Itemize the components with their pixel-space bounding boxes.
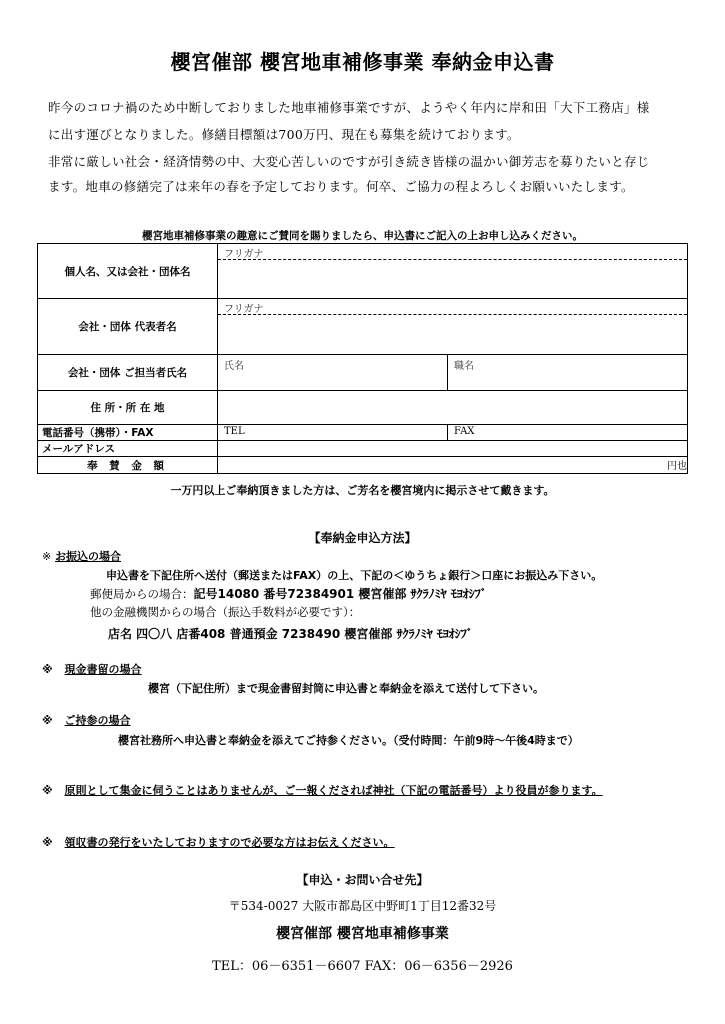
intro-line-4: ます。地車の修繕完了は来年の春を予定しております。何卒、ご協力の程よろしくお願いいたします。 [48,179,634,194]
form-note: 櫻宮地車補修事業の趣意にご賛同を賜りましたら、申込書にご記入の上お申し込みください。 [142,230,583,242]
form-footer-note: 一万円以上ご奉納頂きました方は、ご芳名を櫻宮境内に掲示させて戴きます。 [170,484,555,497]
contact-heading: 【申込・お問い合せ先】 [296,873,429,887]
intro-line-2: に出す運びとなりました。修繕目標額は700万円、現在も募集を続けております。 [48,127,520,142]
receipt-mark: ※ [42,836,53,849]
name-furigana-label: フリガナ [218,244,687,260]
shimei-label: 氏名 [224,361,244,372]
contact-title-field[interactable] [448,355,688,391]
bring-mark: ※ [42,714,53,727]
bank-account-line: 店名 四〇八 店番408 普通預金 7238490 櫻宮催部 ｻｸﾗﾉﾐﾔ ﾓﾖｵｼﾌﾞ [108,627,473,641]
page-title: 櫻宮催部 櫻宮地車補修事業 奉納金申込書 [170,50,555,74]
bring-line: 櫻宮社務所へ申込書と奉納金を添えてご持参ください。（受付時間：午前9時～午後4時まで） [118,734,579,747]
address-label: 住 所・所 在 地 [38,391,218,425]
intro-line-1: 昨今のコロナ禍のため中断しておりました地車補修事業ですが、ようやく年内に岸和田「大下工務店」様 [48,100,650,115]
postal-line [90,585,487,602]
bring-section [42,712,131,728]
method-heading: 【奉納金申込方法】 [308,531,417,545]
name-field[interactable] [218,244,688,299]
contact-person-label: 会社・団体 ご担当者氏名 [38,355,218,391]
tel-label: TEL [224,426,245,437]
bring-title: ご持参の場合 [64,714,131,727]
contact-name-field[interactable] [218,355,448,391]
representative-field[interactable] [218,299,688,355]
contact-phone: TEL：06－6351－6607 FAX：06－6356－2926 [212,959,513,974]
postal-account: 記号14080 番号72384901 櫻宮催部 ｻｸﾗﾉﾐﾔ ﾓﾖｵｼﾌﾞ [193,587,487,601]
tel-field[interactable] [218,425,448,441]
email-field[interactable] [218,441,688,457]
postal-prefix: 郵便局からの場合： [90,587,194,601]
yen-label: 円也 [667,461,687,472]
cash-line: 櫻宮（下記住所）まで現金書留封筒に申込書と奉納金を添えて送付して下さい。 [148,682,544,695]
fax-label: FAX [454,426,475,437]
cash-mark: ※ [42,663,53,676]
other-banks-line: 他の金融機関からの場合（振込手数料が必要です）： [90,605,361,619]
cash-title: 現金書留の場合 [64,663,142,676]
collect-line: 原則として集金に伺うことはありませんが、ご一報くだされば神社（下記の電話番号）より役員が参ります。 [64,784,603,797]
address-field[interactable] [218,391,688,425]
receipt-line: 領収書の発行をいたしておりますので必要な方はお伝えください。 [64,836,395,849]
fax-field[interactable] [448,425,688,441]
collect-section [42,782,603,798]
email-label: メールアドレス [38,441,218,457]
transfer-mark: ※ [42,550,52,563]
transfer-line-1: 申込書を下記住所へ送付（郵送またはFAX）の上、下記の＜ゆうちょ銀行＞口座にお振込み下さい。 [106,569,603,582]
rep-furigana-label: フリガナ [218,299,687,315]
collect-mark: ※ [42,784,53,797]
receipt-section [42,834,395,850]
shokumei-label: 職名 [454,361,474,372]
transfer-section [42,548,121,564]
amount-label: 奉 賛 金 額 [38,457,218,474]
transfer-title: お振込の場合 [55,550,122,563]
contact-address: 〒534-0027 大阪市都島区中野町1丁目12番32号 [228,899,497,913]
representative-label: 会社・団体 代表者名 [38,299,218,355]
phone-label: 電話番号（携帯）・FAX [38,425,218,441]
name-label: 個人名、又は会社・団体名 [38,244,218,299]
intro-line-3: 非常に厳しい社会・経済情勢の中、大変心苦しいのですが引き続き皆様の温かい御芳志を募りたいと存じ [48,154,650,169]
cash-section [42,661,142,677]
amount-field[interactable] [218,457,688,474]
contact-org: 櫻宮催部 櫻宮地車補修事業 [276,926,449,942]
application-form [37,243,688,474]
